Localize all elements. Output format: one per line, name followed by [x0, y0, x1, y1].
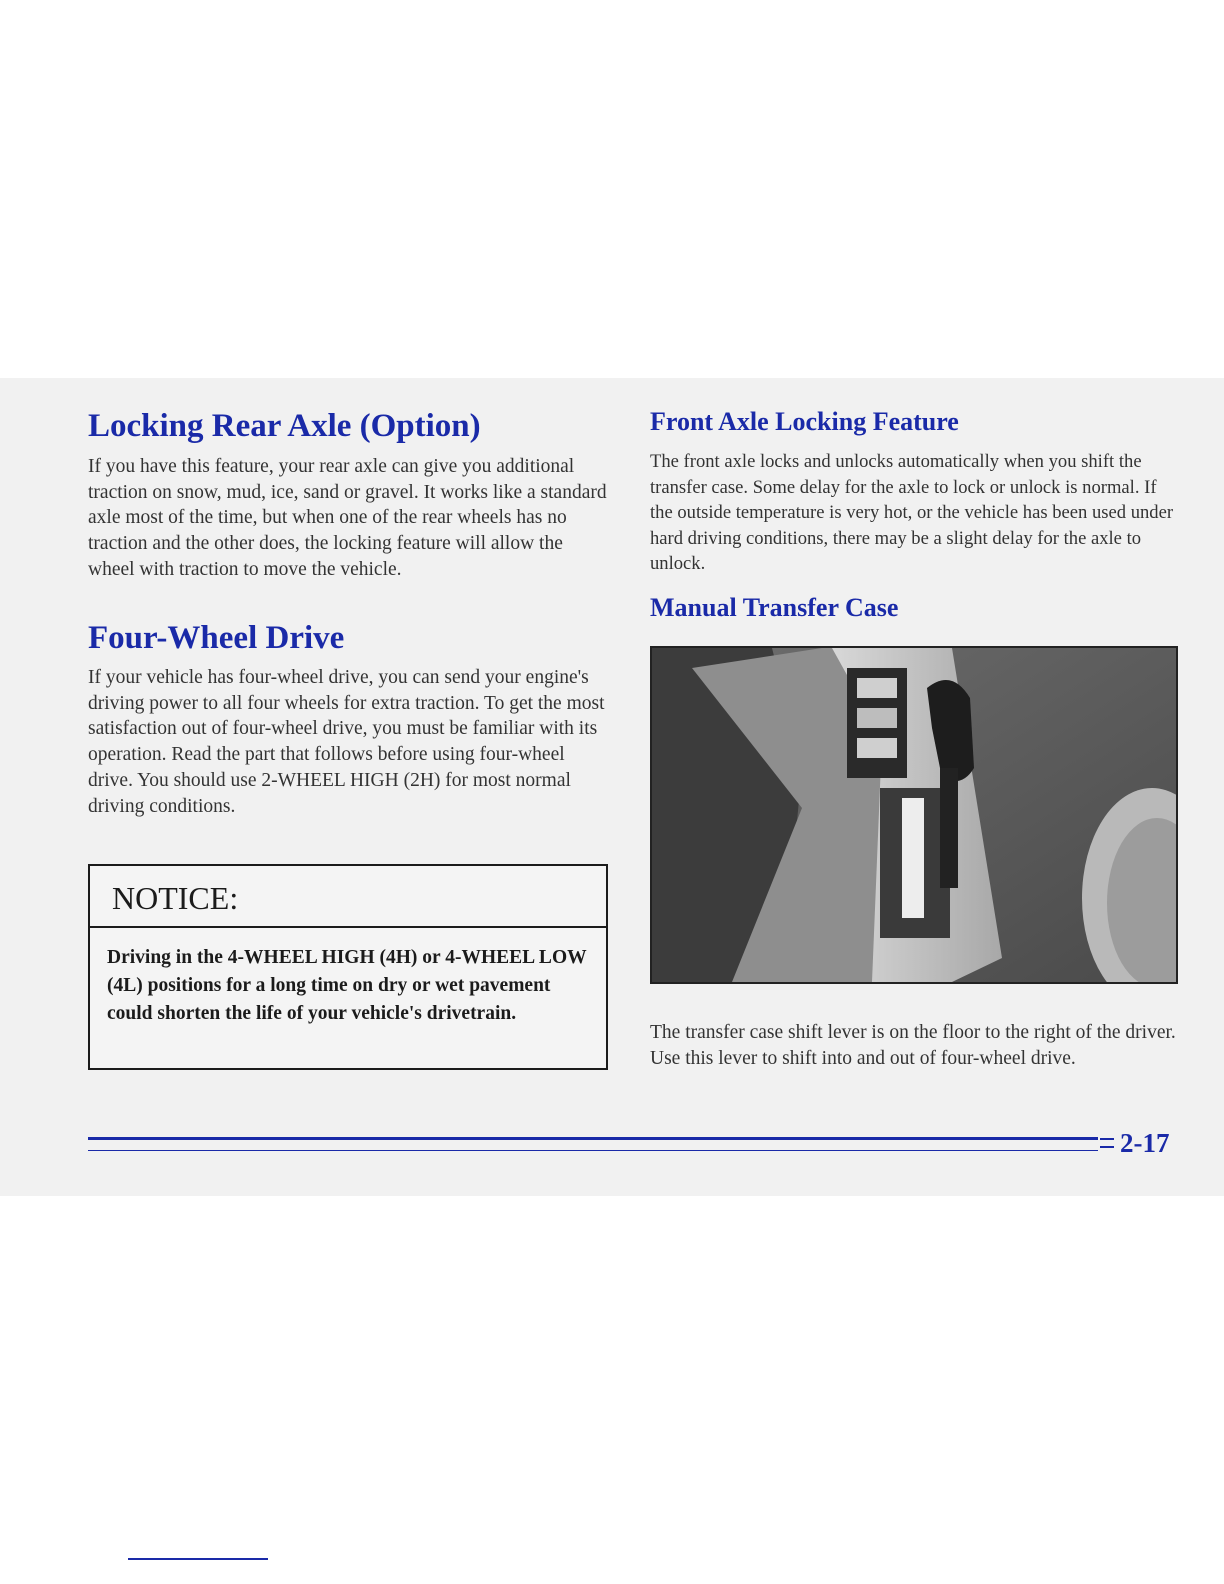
front-axle-locking-heading: Front Axle Locking Feature — [650, 407, 959, 436]
transfer-case-paragraph: The transfer case shift lever is on the floor to the right of the driver. Use this lever to shift into and out of four-wheel drive. — [650, 1022, 1176, 1069]
page-number: 2-17 — [1120, 1128, 1170, 1158]
footer-rule — [88, 1137, 1098, 1140]
front-axle-locking-paragraph: The front axle locks and unlocks automatically when you shift the transfer case. Some delay for the axle to lock or unlock is normal. If the outside temperature is very hot, or the vehicle has been used under hard driving conditions, there may be a slight delay for the axle to unlock. — [650, 451, 1174, 575]
locking-rear-axle-paragraph: If you have this feature, your rear axle can give you additional traction on snow, mud, ice, sand or gravel. It works like a standard axle most of the time, but when one of the rear wheels has no traction and the other does, the locking feature will allow the wheel with traction to move the vehicle. — [88, 456, 607, 580]
footer-rule-thin — [88, 1150, 1098, 1151]
notice-box — [88, 864, 608, 1070]
footer-rule-end — [1100, 1146, 1114, 1148]
four-wheel-drive-heading: Four-Wheel Drive — [88, 620, 345, 656]
bottom-link-underline — [128, 1558, 268, 1560]
four-wheel-drive-paragraph: If your vehicle has four-wheel drive, you can send your engine's driving power to all four wheels for extra traction. To get the most satisfaction out of four-wheel drive, you must be familiar with its operation. Read the part that follows before using four-wheel drive. You should use 2-WHEEL HIGH (2H) for most normal driving conditions. — [88, 667, 605, 817]
transfer-case-illustration — [652, 648, 1176, 982]
notice-title: NOTICE: — [90, 866, 606, 928]
transfer-case-photo — [650, 646, 1178, 984]
footer-rule-end — [1100, 1138, 1114, 1140]
notice-text: Driving in the 4-WHEEL HIGH (4H) or 4-WHEEL LOW (4L) positions for a long time on dry or wet pavement could shorten the life of your vehicle's drivetrain. — [107, 947, 587, 1024]
manual-transfer-case-heading: Manual Transfer Case — [650, 593, 899, 622]
locking-rear-axle-heading: Locking Rear Axle (Option) — [88, 408, 481, 444]
